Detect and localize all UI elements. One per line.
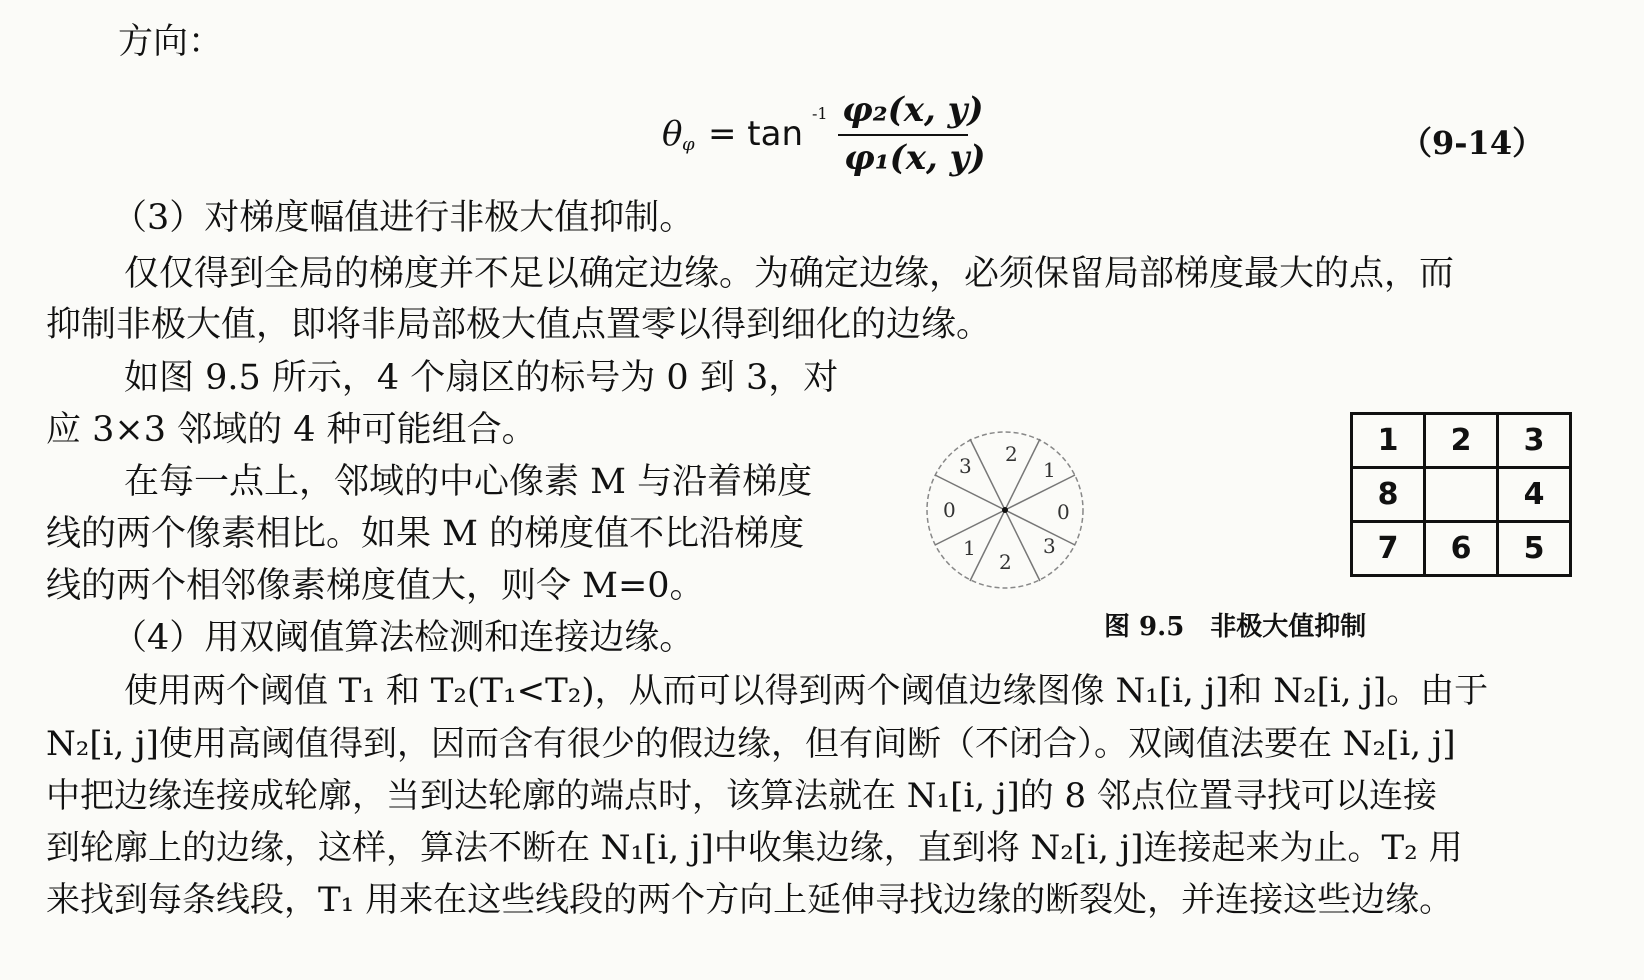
grid-cell: 2 [1425,414,1498,468]
formula-fraction-bar [838,134,968,136]
neighborhood-grid [1350,412,1572,577]
para2-line1: 如图 9.5 所示，4 个扇区的标号为 0 到 3，对 [124,358,839,398]
sector-diagram [915,425,1095,595]
para1-line1: 仅仅得到全局的梯度并不足以确定边缘。为确定边缘，必须保留局部梯度最大的点，而 [124,254,1455,294]
grid-cell: 7 [1352,522,1425,576]
formula-numerator: φ₂(x, y) [842,90,984,130]
grid-cell: 8 [1352,468,1425,522]
para4-line2: N₂[i, j]使用高阈值得到，因而含有很少的假边缘，但有间断（不闭合）。双阈值法要在 N₂[i, j] [46,724,1456,764]
direction-label: 方向： [118,22,224,62]
grid-cell: 6 [1425,522,1498,576]
para3-line1: 在每一点上，邻域的中心像素 M 与沿着梯度 [124,462,813,502]
sector-label: 2 [999,550,1012,574]
step-3-heading: （3）对梯度幅值进行非极大值抑制。 [112,198,695,238]
para4-line5: 来找到每条线段，T₁ 用来在这些线段的两个方向上延伸寻找边缘的断裂处，并连接这些边缘。 [46,880,1454,920]
para3-line2: 线的两个像素相比。如果 M 的梯度值不比沿梯度 [46,514,805,554]
para3-line3: 线的两个相邻像素梯度值大，则令 M=0。 [46,566,705,606]
para4-line1: 使用两个阈值 T₁ 和 T₂(T₁<T₂)，从而可以得到两个阈值边缘图像 N₁[i, j]和 N₂[i, j]。由于 [124,671,1489,711]
formula-denominator: φ₁(x, y) [844,138,986,178]
para2-line2: 应 3×3 邻域的 4 种可能组合。 [46,410,537,450]
para4-line4: 到轮廓上的边缘，这样，算法不断在 N₁[i, j]中收集边缘，直到将 N₂[i, j]连接起来为止。T₂ 用 [46,828,1463,868]
formula-theta: θ [662,114,683,154]
grid-cell: 4 [1498,468,1571,522]
sector-center [1002,507,1008,513]
formula-theta-subscript: φ [682,134,695,155]
sector-label: 0 [943,498,956,522]
step-4-heading: （4）用双阈值算法检测和连接边缘。 [112,618,695,658]
equation-number: （9-14） [1400,124,1545,162]
figure-caption: 图 9.5 非极大值抑制 [1104,612,1367,642]
sector-label: 2 [1005,442,1018,466]
grid-cell: 1 [1352,414,1425,468]
para1-line2: 抑制非极大值，即将非局部极大值点置零以得到细化的边缘。 [46,305,992,345]
sector-label: 3 [959,454,972,478]
para4-line3: 中把边缘连接成轮廓，当到达轮廓的端点时，该算法就在 N₁[i, j]的 8 邻点位置寻找可以连接 [46,776,1437,816]
formula-exponent: -1 [812,104,828,123]
formula-tan: = tan [708,114,804,154]
grid-cell: 5 [1498,522,1571,576]
sector-label: 1 [963,536,976,560]
grid-cell-center [1425,468,1498,522]
sector-label: 3 [1043,534,1056,558]
sector-label: 0 [1057,500,1070,524]
sector-label: 1 [1043,458,1056,482]
grid-cell: 3 [1498,414,1571,468]
